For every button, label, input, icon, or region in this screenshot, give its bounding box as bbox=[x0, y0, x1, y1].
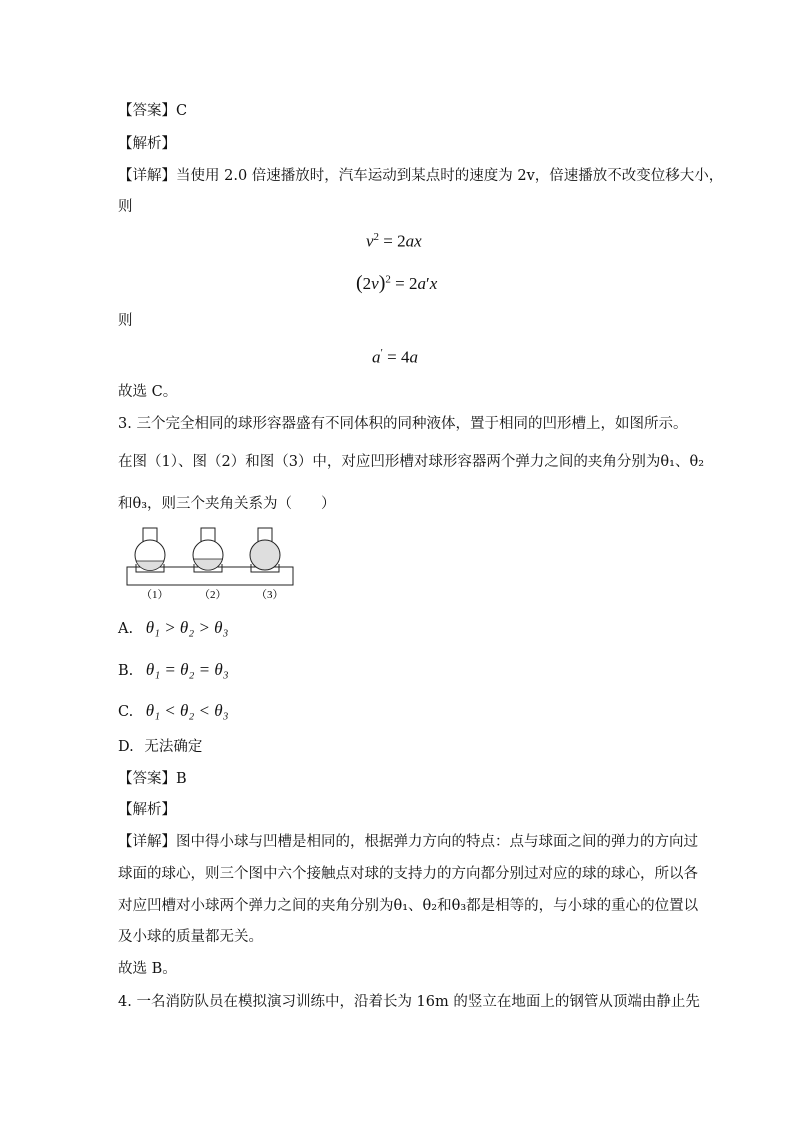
equation-1: $v^2 = 2ax$ bbox=[366, 231, 422, 251]
figure-label-3: （3） bbox=[256, 589, 284, 601]
conclusion-line: 故选 C。 bbox=[118, 384, 178, 400]
option-c bbox=[118, 701, 229, 722]
option-b-text: θ₁ = θ₂ = θ₃ bbox=[145, 660, 229, 679]
analysis-heading: 【解析】 bbox=[118, 802, 176, 818]
detail-line: 【详解】当使用 2.0 倍速播放时，汽车运动到某点时的速度为 2v，倍速播放不改变位移大小， bbox=[118, 168, 724, 184]
option-d-label: D. bbox=[118, 739, 134, 755]
answer-line: 【答案】B bbox=[118, 771, 187, 787]
question-stem: 在图（1）、图（2）和图（3）中，对应凹形槽对球形容器两个弹力之间的夹角分别为θ₁、θ₂ bbox=[118, 454, 705, 470]
analysis-heading: 【解析】 bbox=[118, 136, 176, 152]
container-2 bbox=[193, 528, 223, 572]
detail-line: 则 bbox=[118, 199, 133, 215]
equation-3: a′ = 4a bbox=[372, 347, 418, 367]
option-c-text: θ₁ < θ₂ < θ₃ bbox=[145, 701, 229, 720]
figure-label-1: （1） bbox=[141, 589, 169, 601]
spherical-containers-figure bbox=[126, 522, 296, 602]
then-line: 则 bbox=[118, 313, 133, 329]
option-c-label: C. bbox=[118, 704, 134, 720]
conclusion-line: 故选 B。 bbox=[118, 961, 177, 977]
option-a bbox=[118, 618, 228, 639]
option-d bbox=[118, 737, 202, 757]
option-b bbox=[118, 660, 229, 681]
question-stem: 4. 一名消防队员在模拟演习训练中，沿着长为 16m 的竖立在地面上的钢管从顶端由静止先 bbox=[118, 994, 700, 1010]
container-1 bbox=[135, 528, 165, 572]
detail-line: 球面的球心，则三个图中六个接触点对球的支持力的方向都分别过对应的球的球心，所以各 bbox=[118, 866, 698, 882]
detail-line: 及小球的质量都无关。 bbox=[118, 929, 263, 945]
detail-line: 对应凹槽对小球两个弹力之间的夹角分别为θ₁、θ₂和θ₃都是相等的，与小球的重心的位置以 bbox=[118, 898, 699, 914]
equation-2: $(2v)^2 = 2a'x$ bbox=[356, 272, 438, 294]
option-a-text: θ₁ > θ₂ > θ₃ bbox=[145, 618, 229, 637]
option-a-label: A. bbox=[118, 621, 134, 637]
option-d-text: 无法确定 bbox=[144, 739, 203, 755]
question-stem: 和θ₃，则三个夹角关系为（ ） bbox=[118, 496, 336, 512]
container-3 bbox=[250, 528, 280, 572]
answer-line: 【答案】C bbox=[118, 103, 188, 119]
detail-line: 【详解】图中得小球与凹槽是相同的，根据弹力方向的特点：点与球面之间的弹力的方向过 bbox=[118, 834, 698, 850]
option-b-label: B. bbox=[118, 663, 134, 679]
figure-label-2: （2） bbox=[199, 589, 227, 601]
question-stem: 3. 三个完全相同的球形容器盛有不同体积的同种液体，置于相同的凹形槽上，如图所示。 bbox=[118, 416, 688, 432]
